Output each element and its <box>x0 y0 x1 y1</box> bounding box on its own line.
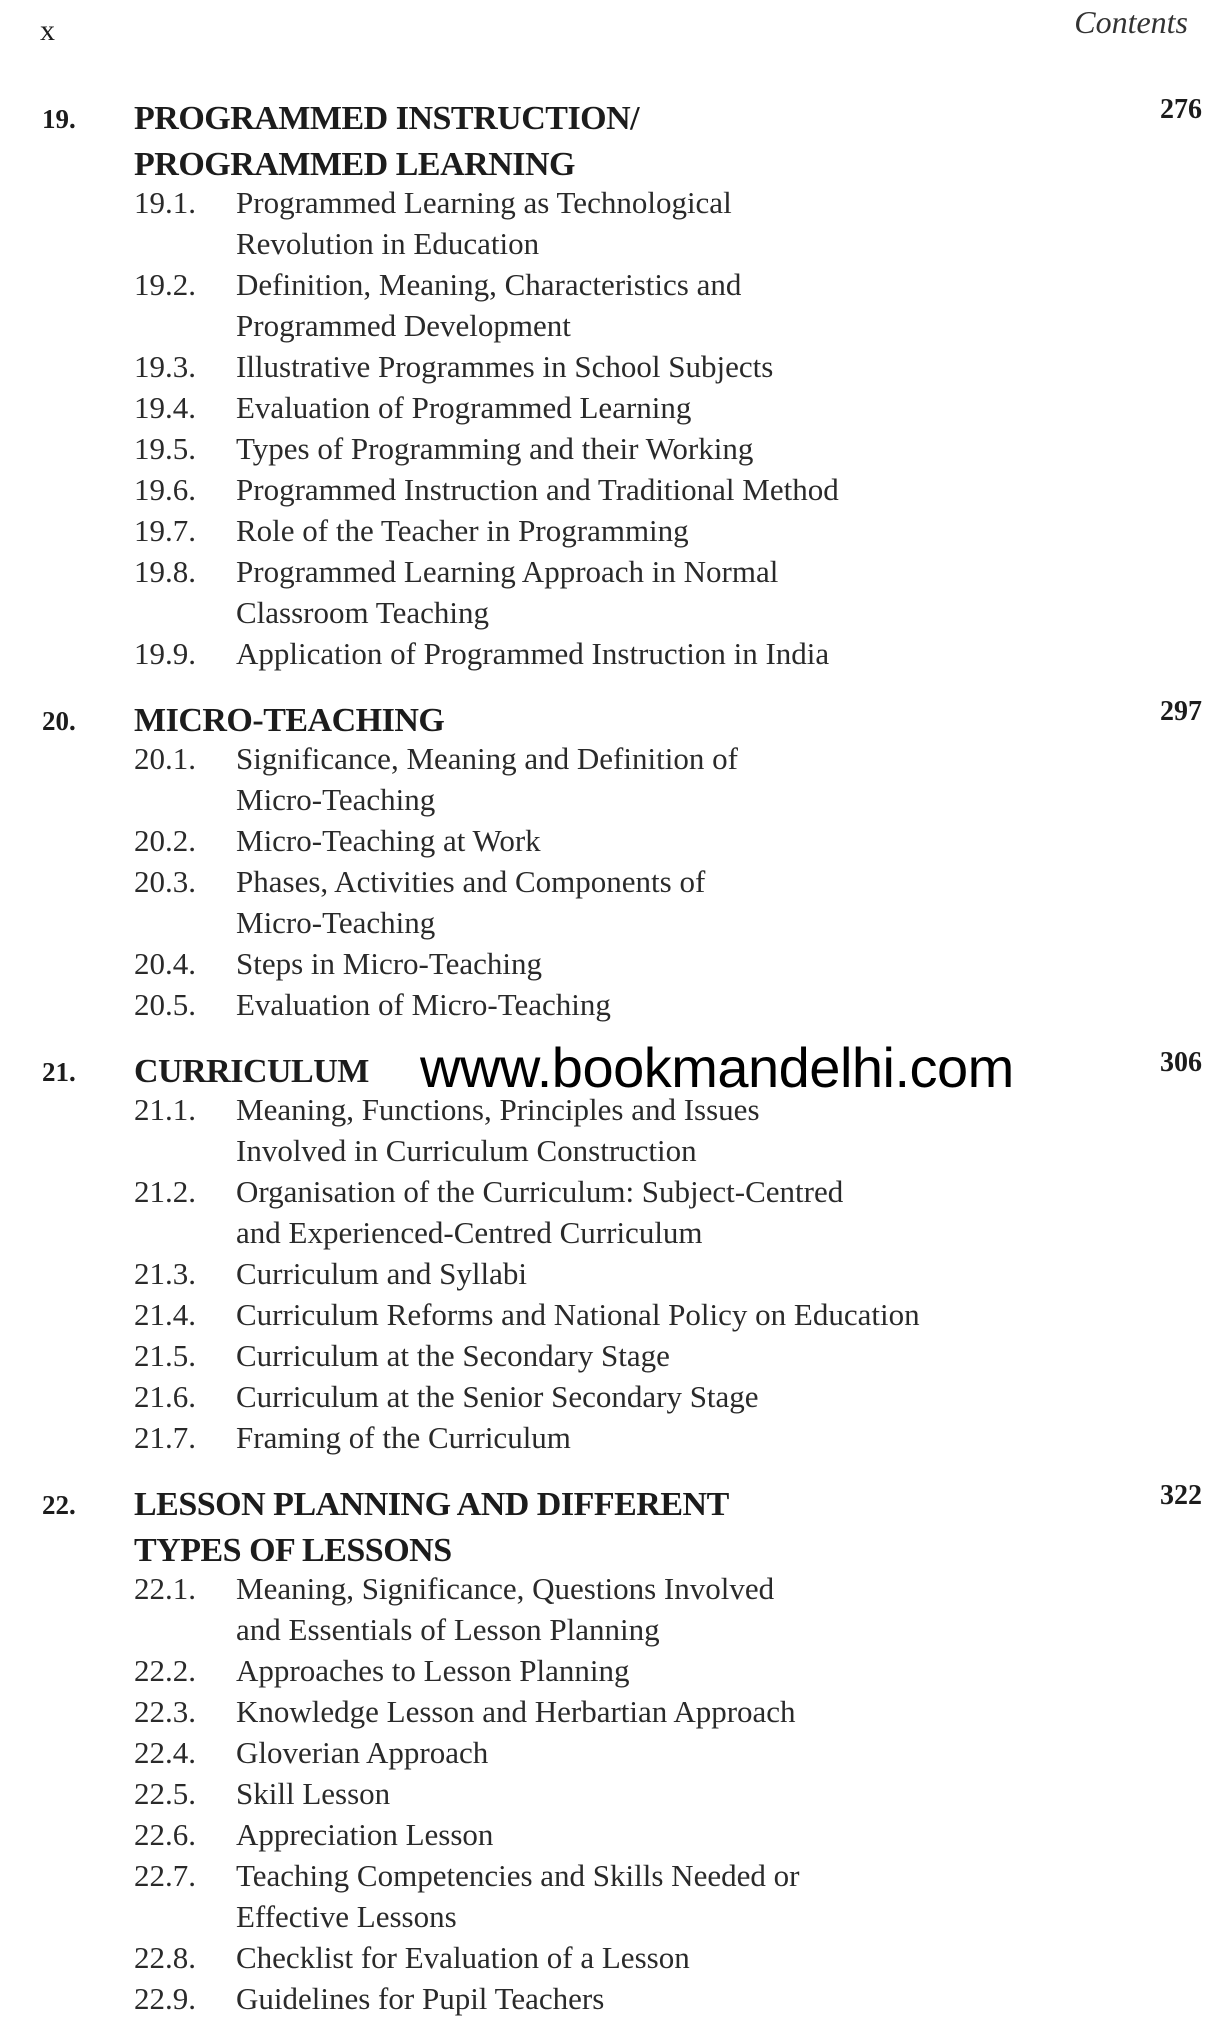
section-list <box>134 182 1214 674</box>
section-entry <box>134 428 1214 469</box>
section-number: 22.5. <box>134 1776 196 1811</box>
section-number: 21.5. <box>134 1338 196 1373</box>
section-number: 21.3. <box>134 1256 196 1291</box>
section-number: 21.4. <box>134 1297 196 1332</box>
section-title <box>236 1253 1056 1294</box>
section-title-line: Types of Programming and their Working <box>236 431 754 466</box>
section-title-line: Knowledge Lesson and Herbartian Approach <box>236 1694 796 1729</box>
section-number: 19.3. <box>134 349 196 384</box>
section-number: 19.6. <box>134 472 196 507</box>
section-title-line: Guidelines for Pupil Teachers <box>236 1981 605 2016</box>
section-entry <box>134 1732 1214 1773</box>
section-title <box>236 1814 1056 1855</box>
chapter-heading-row <box>0 90 1214 182</box>
section-list <box>134 738 1214 1025</box>
chapter-heading-row <box>0 692 1214 738</box>
section-entry <box>134 984 1214 1025</box>
section-list <box>134 1568 1214 2019</box>
section-title <box>236 469 1056 510</box>
section-title-line: Checklist for Evaluation of a Lesson <box>236 1940 690 1975</box>
chapter-title-line: LESSON PLANNING AND DIFFERENT <box>134 1486 729 1523</box>
chapter-number: 19. <box>42 104 76 134</box>
section-title-line: Curriculum and Syllabi <box>236 1256 528 1291</box>
section-title-line: and Essentials of Lesson Planning <box>236 1612 660 1647</box>
section-entry <box>134 182 1214 264</box>
section-title <box>236 1978 1056 2019</box>
section-number: 21.6. <box>134 1379 196 1414</box>
section-entry <box>134 346 1214 387</box>
section-number: 19.9. <box>134 636 196 671</box>
section-title <box>236 820 1056 861</box>
section-number: 21.7. <box>134 1420 196 1455</box>
chapter-title-line: TYPES OF LESSONS <box>134 1532 452 1569</box>
chapter-page-number: 322 <box>1160 1480 1202 1511</box>
section-title-line: Revolution in Education <box>236 226 540 261</box>
section-entry <box>134 1855 1214 1937</box>
section-number: 19.2. <box>134 267 196 302</box>
section-title-line: Effective Lessons <box>236 1899 457 1934</box>
section-title-line: and Experienced-Centred Curriculum <box>236 1215 703 1250</box>
section-title-line: Gloverian Approach <box>236 1735 489 1770</box>
page-header <box>0 0 1214 80</box>
chapter-entry <box>0 90 1214 692</box>
section-number: 20.2. <box>134 823 196 858</box>
chapter-entry <box>0 1036 1214 1476</box>
table-of-contents <box>0 90 1214 2037</box>
section-title-line: Programmed Learning Approach in Normal <box>236 554 779 589</box>
section-entry <box>134 861 1214 943</box>
section-title <box>236 1171 1056 1253</box>
chapter-entry <box>0 1476 1214 2037</box>
chapter-title <box>134 1482 934 1574</box>
section-title <box>236 551 1056 633</box>
section-entry <box>134 738 1214 820</box>
section-number: 19.7. <box>134 513 196 548</box>
section-title <box>236 861 1056 943</box>
section-entry <box>134 469 1214 510</box>
section-title <box>236 182 1056 264</box>
section-title-line: Application of Programmed Instruction in India <box>236 636 830 671</box>
section-number: 22.9. <box>134 1981 196 2016</box>
chapter-title <box>134 698 934 744</box>
section-title <box>236 1294 1056 1335</box>
chapter-page-number: 306 <box>1160 1047 1202 1078</box>
section-title-line: Involved in Curriculum Construction <box>236 1133 697 1168</box>
chapter-heading-row <box>0 1036 1214 1099</box>
section-number: 22.3. <box>134 1694 196 1729</box>
section-title-line: Skill Lesson <box>236 1776 391 1811</box>
section-title <box>236 633 1056 674</box>
section-title-line: Micro-Teaching at Work <box>236 823 541 858</box>
section-entry <box>134 551 1214 633</box>
section-number: 19.1. <box>134 185 196 220</box>
section-title-line: Role of the Teacher in Programming <box>236 513 689 548</box>
section-number: 22.2. <box>134 1653 196 1688</box>
section-title <box>236 428 1056 469</box>
section-title-line: Definition, Meaning, Characteristics and <box>236 267 742 302</box>
section-entry <box>134 510 1214 551</box>
section-title <box>236 1691 1056 1732</box>
section-entry <box>134 1376 1214 1417</box>
section-title-line: Meaning, Functions, Principles and Issues <box>236 1092 760 1127</box>
section-title <box>236 1089 1056 1171</box>
section-entry <box>134 943 1214 984</box>
section-title-line: Curriculum at the Secondary Stage <box>236 1338 670 1373</box>
section-number: 20.4. <box>134 946 196 981</box>
section-entry <box>134 387 1214 428</box>
section-title <box>236 1568 1056 1650</box>
chapter-page-number: 297 <box>1160 696 1202 727</box>
section-title-line: Appreciation Lesson <box>236 1817 494 1852</box>
section-title <box>236 510 1056 551</box>
chapter-title <box>134 96 934 188</box>
section-entry <box>134 264 1214 346</box>
section-number: 21.2. <box>134 1174 196 1209</box>
chapter-heading-row <box>0 1476 1214 1568</box>
section-title <box>236 738 1056 820</box>
chapter-number: 22. <box>42 1490 76 1520</box>
page-number: x <box>40 14 55 47</box>
section-entry <box>134 1650 1214 1691</box>
chapter-number: 20. <box>42 706 76 736</box>
section-title-line: Significance, Meaning and Definition of <box>236 741 738 776</box>
section-title-line: Evaluation of Micro-Teaching <box>236 987 611 1022</box>
section-title <box>236 1855 1056 1937</box>
chapter-title-line: CURRICULUM <box>134 1053 369 1090</box>
section-number: 22.4. <box>134 1735 196 1770</box>
section-entry <box>134 820 1214 861</box>
section-number: 20.1. <box>134 741 196 776</box>
section-title-line: Programmed Instruction and Traditional Method <box>236 472 839 507</box>
section-entry <box>134 1294 1214 1335</box>
chapter-page-number: 276 <box>1160 94 1202 125</box>
section-title-line: Classroom Teaching <box>236 595 489 630</box>
chapter-entry <box>0 692 1214 1043</box>
section-number: 20.5. <box>134 987 196 1022</box>
chapter-spacer <box>0 674 1214 692</box>
section-title-line: Curriculum Reforms and National Policy on Education <box>236 1297 920 1332</box>
section-title-line: Micro-Teaching <box>236 782 436 817</box>
section-title-line: Organisation of the Curriculum: Subject-Centred <box>236 1174 844 1209</box>
section-number: 22.1. <box>134 1571 196 1606</box>
section-number: 19.5. <box>134 431 196 466</box>
section-title-line: Framing of the Curriculum <box>236 1420 571 1455</box>
section-title <box>236 1650 1056 1691</box>
chapter-title-line: MICRO-TEACHING <box>134 702 445 739</box>
section-title <box>236 264 1056 346</box>
chapter-spacer <box>0 1458 1214 1476</box>
section-title <box>236 1732 1056 1773</box>
section-number: 22.8. <box>134 1940 196 1975</box>
section-title-line: Teaching Competencies and Skills Needed or <box>236 1858 800 1893</box>
section-title <box>236 984 1056 1025</box>
section-list <box>134 1089 1214 1458</box>
website-watermark: www.bookmandelhi.com <box>420 1036 1014 1099</box>
section-entry <box>134 1089 1214 1171</box>
section-title <box>236 387 1056 428</box>
section-title <box>236 1937 1056 1978</box>
section-number: 20.3. <box>134 864 196 899</box>
running-title: Contents <box>1074 4 1188 40</box>
section-entry <box>134 1978 1214 2019</box>
section-title <box>236 1773 1056 1814</box>
section-title <box>236 346 1056 387</box>
section-number: 21.1. <box>134 1092 196 1127</box>
section-title-line: Curriculum at the Senior Secondary Stage <box>236 1379 759 1414</box>
section-entry <box>134 1773 1214 1814</box>
section-title <box>236 1335 1056 1376</box>
section-title-line: Programmed Learning as Technological <box>236 185 732 220</box>
chapter-spacer <box>0 2019 1214 2037</box>
section-entry <box>134 1937 1214 1978</box>
section-title-line: Steps in Micro-Teaching <box>236 946 543 981</box>
section-entry <box>134 1691 1214 1732</box>
chapter-number: 21. <box>42 1057 76 1087</box>
section-entry <box>134 1253 1214 1294</box>
section-title <box>236 943 1056 984</box>
section-entry <box>134 633 1214 674</box>
section-title <box>236 1417 1056 1458</box>
section-entry <box>134 1335 1214 1376</box>
section-number: 19.8. <box>134 554 196 589</box>
chapter-title-line: PROGRAMMED LEARNING <box>134 146 575 183</box>
section-title-line: Approaches to Lesson Planning <box>236 1653 630 1688</box>
section-entry <box>134 1568 1214 1650</box>
section-title-line: Programmed Development <box>236 308 571 343</box>
section-title-line: Phases, Activities and Components of <box>236 864 706 899</box>
section-entry <box>134 1417 1214 1458</box>
section-title-line: Micro-Teaching <box>236 905 436 940</box>
section-entry <box>134 1814 1214 1855</box>
section-entry <box>134 1171 1214 1253</box>
section-title-line: Evaluation of Programmed Learning <box>236 390 692 425</box>
section-title-line: Meaning, Significance, Questions Involved <box>236 1571 775 1606</box>
section-number: 22.7. <box>134 1858 196 1893</box>
section-title-line: Illustrative Programmes in School Subjects <box>236 349 774 384</box>
chapter-title-line: PROGRAMMED INSTRUCTION/ <box>134 100 640 137</box>
section-number: 19.4. <box>134 390 196 425</box>
section-number: 22.6. <box>134 1817 196 1852</box>
section-title <box>236 1376 1056 1417</box>
